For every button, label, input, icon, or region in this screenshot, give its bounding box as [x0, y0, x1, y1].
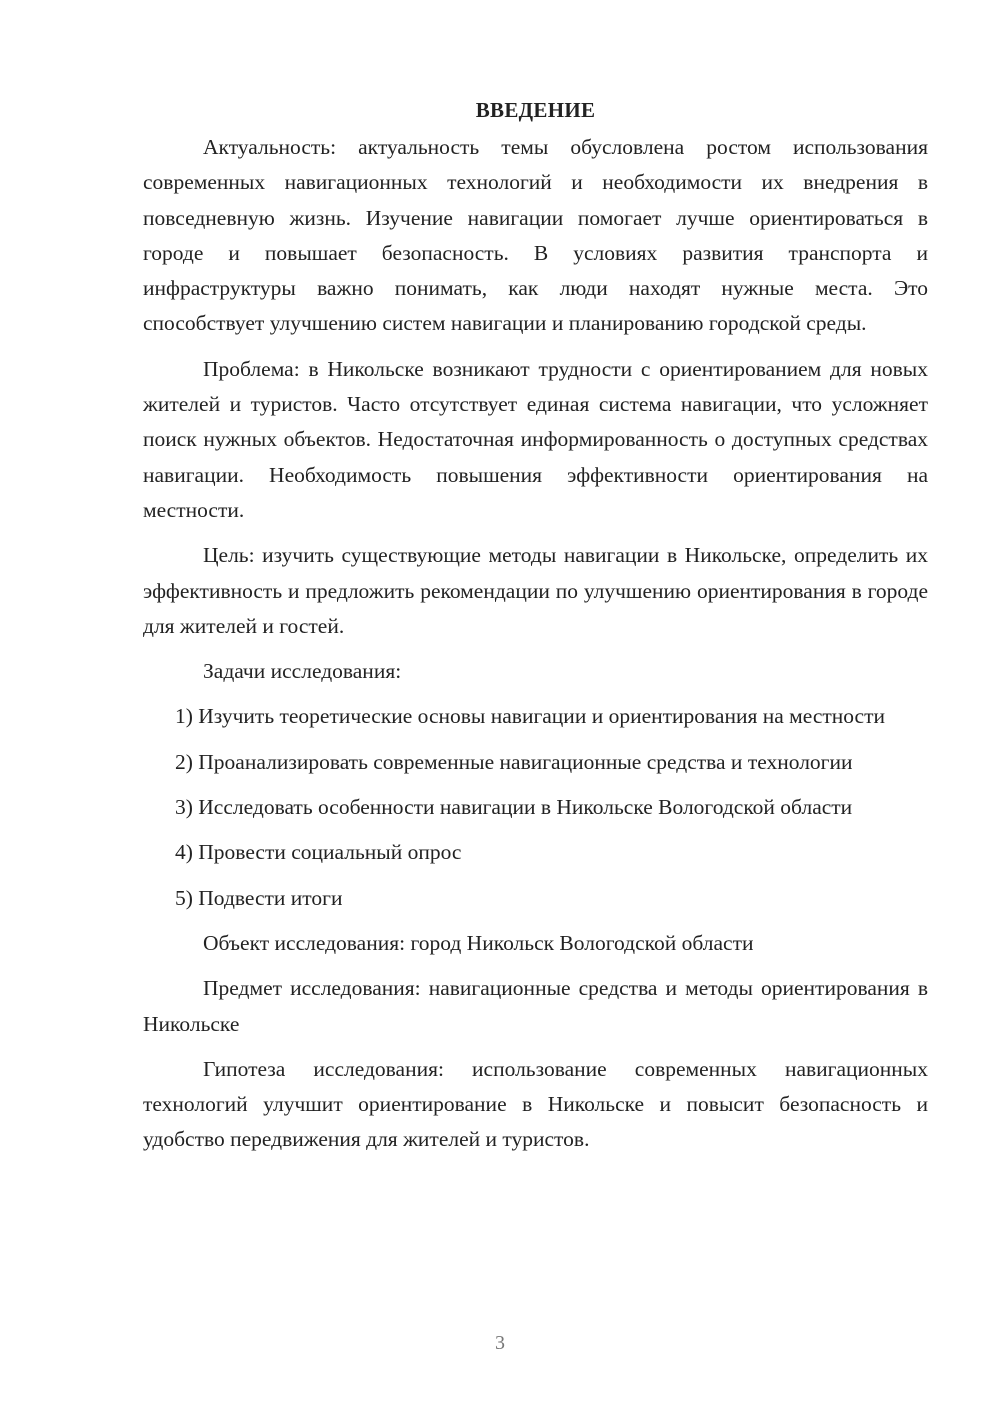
- relevance-paragraph: Актуальность: актуальность темы обусловлена ростом использования современных навигационных технологий и необходимости их внедрения в повседневную жизнь. Изучение навигации помогает лучше ориентироваться в городе и повышает безопасность. В условиях развития транспорта и инфраструктуры важно понимать, как люди находят нужные места. Это способствует улучшению систем навигации и планированию городской среды.: [143, 135, 928, 336]
- hypothesis-paragraph: Гипотеза исследования: использование современных навигационных технологий улучшит ориентирование в Никольске и повысит безопасность и удобство передвижения для жителей и туристов.: [143, 1056, 928, 1152]
- task-item-2: 2) Проанализировать современные навигационные средства и технологии: [175, 749, 853, 774]
- task-item-3: 3) Исследовать особенности навигации в Никольске Вологодской области: [175, 795, 853, 820]
- tasks-heading: Задачи исследования:: [203, 659, 402, 684]
- document-page: [143, 92, 928, 1168]
- task-item-4: 4) Провести социальный опрос: [175, 840, 462, 865]
- object-paragraph: Объект исследования: город Никольск Вологодской области: [203, 930, 754, 955]
- goal-paragraph: Цель: изучить существующие методы навигации в Никольске, определить их эффективность и предложить рекомендации по улучшению ориентирования в городе для жителей и гостей.: [143, 543, 928, 638]
- subject-paragraph: Предмет исследования: навигационные средства и методы ориентирования в Никольске: [143, 976, 928, 1036]
- page-title: ВВЕДЕНИЕ: [475, 98, 596, 122]
- task-item-1: 1) Изучить теоретические основы навигации и ориентирования на местности: [175, 704, 886, 729]
- problem-paragraph: Проблема: в Никольске возникают трудности с ориентированием для новых жителей и туристов. Часто отсутствует единая система навигации, что усложняет поиск нужных объектов. Недостаточная информированность о доступных средствах навигации. Необходимость повышения эффективности ориентирования на местности.: [143, 356, 928, 522]
- task-item-5: 5) Подвести итоги: [175, 885, 343, 910]
- tasks-list: [143, 699, 928, 915]
- page-number: 3: [495, 1332, 505, 1354]
